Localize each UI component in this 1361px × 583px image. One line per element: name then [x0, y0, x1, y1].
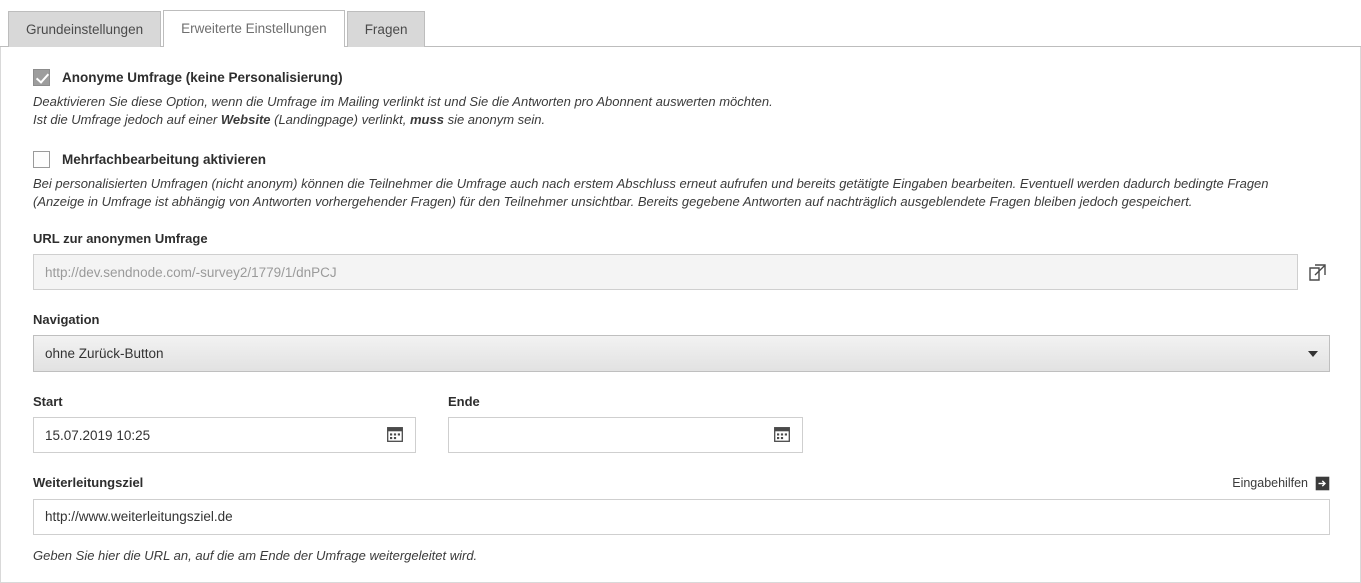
anonymous-help-line2-part2: (Landingpage) verlinkt,	[270, 112, 410, 127]
anonymous-survey-help	[33, 93, 1323, 129]
start-field	[33, 417, 416, 453]
tab-erweiterte-einstellungen[interactable]: Erweiterte Einstellungen	[163, 10, 345, 47]
multi-edit-label: Mehrfachbearbeitung aktivieren	[62, 152, 267, 167]
navigation-label: Navigation	[33, 312, 100, 327]
survey-url-input[interactable]	[33, 254, 1298, 290]
redirect-header	[33, 475, 1330, 491]
anonymous-help-line2-part1: Ist die Umfrage jedoch auf einer	[33, 112, 221, 127]
external-link-icon[interactable]	[1309, 264, 1326, 281]
eingabehilfen-label: Eingabehilfen	[1232, 476, 1308, 490]
start-input[interactable]	[33, 417, 416, 453]
ende-label: Ende	[448, 394, 480, 409]
tab-bar	[0, 0, 1361, 47]
survey-url-label: URL zur anonymen Umfrage	[33, 231, 208, 246]
navigation-select-wrap	[33, 335, 1330, 372]
anonymous-survey-checkbox[interactable]	[33, 69, 50, 86]
date-range-row	[33, 394, 1330, 453]
anonymous-survey-label: Anonyme Umfrage (keine Personalisierung)	[62, 70, 343, 85]
survey-url-row	[33, 254, 1330, 290]
navigation-select[interactable]: ohne Zurück-Button	[33, 335, 1330, 372]
start-label: Start	[33, 394, 63, 409]
eingabehilfen-button[interactable]	[1232, 476, 1330, 491]
multi-edit-checkbox[interactable]	[33, 151, 50, 168]
anonymous-help-line2-part3: sie anonym sein.	[443, 112, 546, 127]
anonymous-help-website: Website	[220, 112, 271, 127]
calendar-icon-ende[interactable]	[774, 426, 790, 442]
tab-fragen[interactable]: Fragen	[347, 11, 426, 47]
ende-field	[448, 417, 803, 453]
ende-input[interactable]	[448, 417, 803, 453]
insert-placeholder-icon	[1315, 476, 1330, 491]
anonymous-help-muss: muss	[409, 112, 444, 127]
ende-field-group	[448, 394, 803, 453]
tab-grundeinstellungen[interactable]: Grundeinstellungen	[8, 11, 161, 47]
settings-panel	[0, 47, 1361, 583]
calendar-icon-start[interactable]	[387, 426, 403, 442]
redirect-label: Weiterleitungsziel	[33, 475, 144, 490]
multi-edit-row	[33, 151, 1330, 168]
redirect-input[interactable]	[33, 499, 1330, 535]
redirect-help: Geben Sie hier die URL an, auf die am Ende der Umfrage weitergeleitet wird.	[33, 547, 478, 563]
multi-edit-help: Bei personalisierten Umfragen (nicht anonym) können die Teilnehmer die Umfrage auch nach erstem Abschluss erneut aufrufen und bereits getätigte Eingaben bearbeiten. Eventuell werden dadurch bedingte Fragen (Anzeige in Umfrage ist abhängig von Antworten vorhergehender Fragen) für den Teilnehmer unsichtbar. Bereits gegebene Antworten auf nachträglich ausgeblendete Fragen bleiben jedoch gespeichert.	[33, 176, 1269, 209]
anonymous-help-line1: Deaktivieren Sie diese Option, wenn die Umfrage im Mailing verlinkt ist und Sie die Antworten pro Abonnent auswerten möchten.	[33, 94, 773, 109]
start-field-group	[33, 394, 416, 453]
anonymous-survey-row	[33, 69, 1330, 86]
